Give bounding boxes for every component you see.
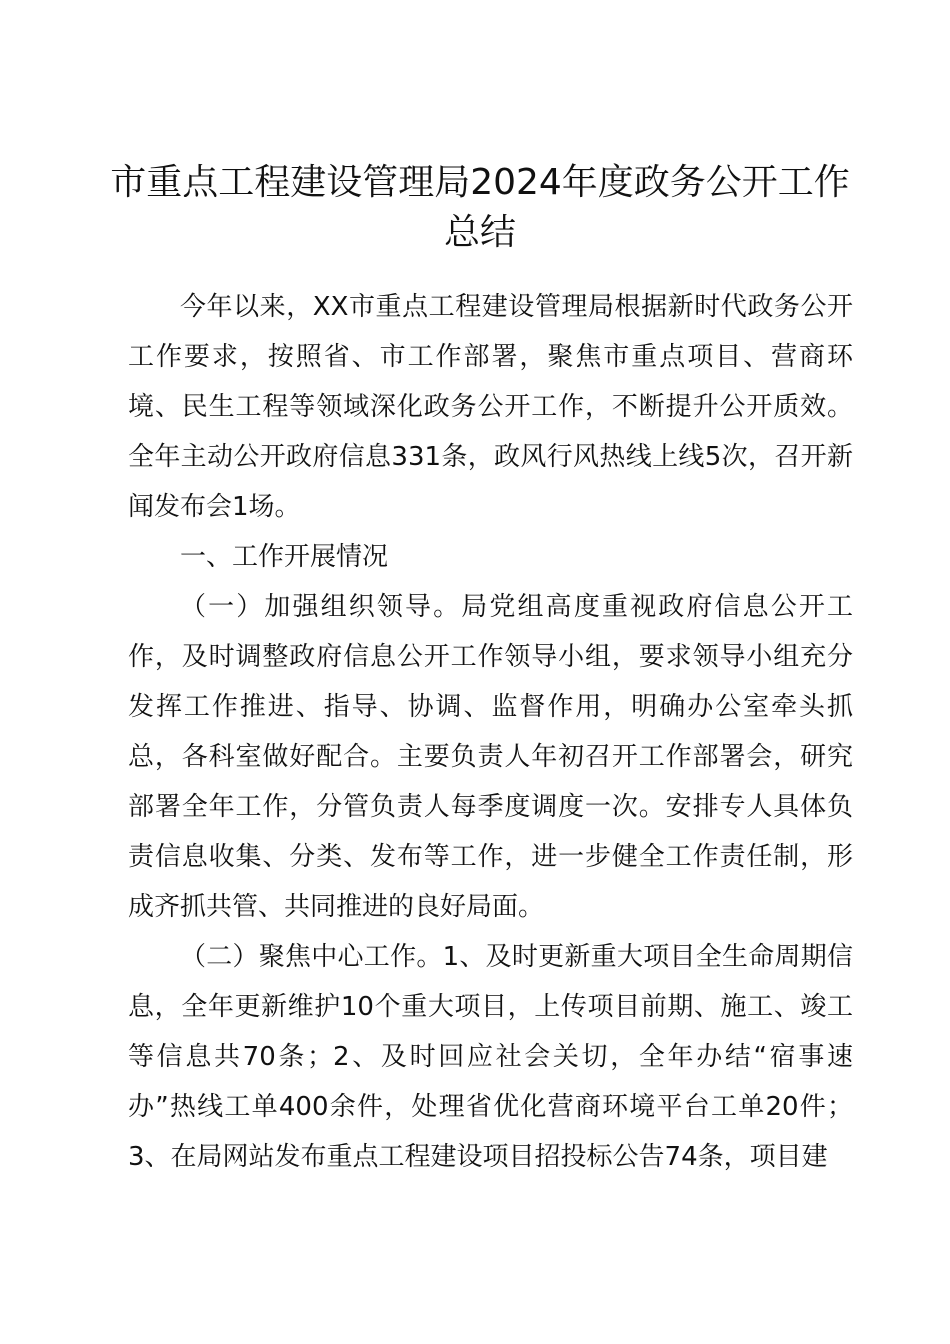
paragraph-organization-leadership: （一）加强组织领导。局党组高度重视政府信息公开工作，及时调整政府信息公开工作领导小组，要求领导小组充分发挥工作推进、指导、协调、监督作用，明确办公室牵头抓总，各科室做好配合。主要负责人年初召开工作部署会，研究部署全年工作，分管负责人每季度调度一次。安排专人具体负责信息收集、分类、发布等工作，进一步健全工作责任制，形成齐抓共管、共同推进的良好局面。: [128, 592, 853, 922]
document-body: [128, 282, 853, 1182]
paragraph-central-work: （二）聚焦中心工作。1、及时更新重大项目全生命周期信息，全年更新维护10个重大项目，上传项目前期、施工、竣工等信息共70条；2、及时回应社会关切，全年办结“宿事速办”热线工单400余件，处理省优化营商环境平台工单20件；3、在局网站发布重点工程建设项目招投标公告74条，项目建: [128, 942, 853, 1172]
section-heading: 一、工作开展情况: [180, 542, 389, 572]
document-title: 市重点工程建设管理局2024年度政务公开工作总结: [110, 162, 850, 253]
intro-paragraph: 今年以来，XX市重点工程建设管理局根据新时代政务公开工作要求，按照省、市工作部署，聚焦市重点项目、营商环境、民生工程等领域深化政务公开工作，不断提升公开质效。全年主动公开政府信息331条，政风行风热线上线5次，召开新闻发布会1场。: [128, 292, 853, 522]
